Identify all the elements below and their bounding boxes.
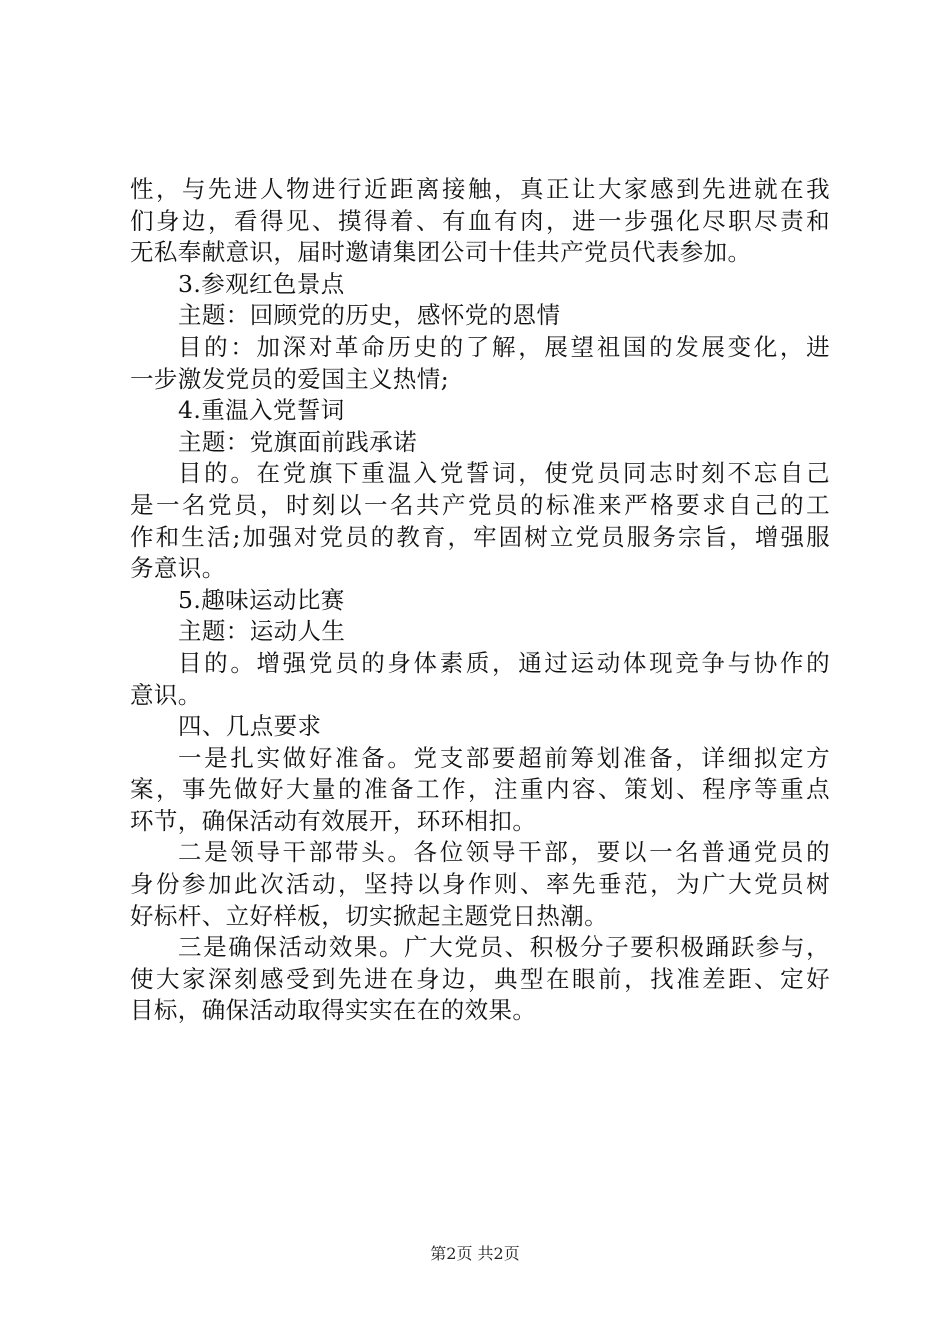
- section-heading: 四、几点要求: [178, 712, 322, 741]
- body-line: 一步激发党员的爱国主义热情;: [130, 364, 450, 393]
- body-line: 案，事先做好大量的准备工作，注重内容、策划、程序等重点: [130, 775, 830, 804]
- requirement-line: 三是确保活动效果。广大党员、积极分子要积极踊跃参与，: [178, 933, 830, 962]
- purpose-line: 目的。增强党员的身体素质，通过运动体现竞争与协作的: [178, 648, 830, 677]
- requirement-line: 二是领导干部带头。各位领导干部，要以一名普通党员的: [178, 838, 830, 867]
- body-line: 环节，确保活动有效展开，环环相扣。: [130, 806, 537, 835]
- body-line: 使大家深刻感受到先进在身边，典型在眼前，找准差距、定好: [130, 964, 830, 993]
- body-line: 是一名党员，时刻以一名共产党员的标准来严格要求自己的工: [130, 490, 830, 519]
- theme-line: 主题：运动人生: [178, 617, 346, 646]
- body-line: 务意识。: [130, 554, 226, 583]
- section-heading: 5.趣味运动比赛: [178, 585, 345, 614]
- section-heading: 3.参观红色景点: [178, 269, 345, 298]
- page-number-footer: 第2页 共2页: [430, 1244, 520, 1263]
- body-line: 作和生活;加强对党员的教育，牢固树立党员服务宗旨，增强服: [130, 522, 830, 551]
- theme-line: 主题：党旗面前践承诺: [178, 427, 417, 456]
- body-line: 无私奉献意识，届时邀请集团公司十佳共产党员代表参加。: [130, 238, 752, 267]
- purpose-line: 目的。在党旗下重温入党誓词，使党员同志时刻不忘自己: [178, 459, 830, 488]
- body-line: 们身边，看得见、摸得着、有血有肉，进一步强化尽职尽责和: [130, 206, 830, 235]
- document-body: [130, 174, 830, 1027]
- theme-line: 主题：回顾党的历史，感怀党的恩情: [178, 301, 561, 330]
- section-heading: 4.重温入党誓词: [178, 396, 345, 425]
- body-line: 性，与先进人物进行近距离接触，真正让大家感到先进就在我: [130, 175, 830, 203]
- purpose-line: 目的：加深对革命历史的了解，展望祖国的发展变化，进: [178, 332, 830, 361]
- body-line: 目标，确保活动取得实实在在的效果。: [130, 996, 537, 1025]
- requirement-line: 一是扎实做好准备。党支部要超前筹划准备，详细拟定方: [178, 743, 830, 772]
- body-line: 好标杆、立好样板，切实掀起主题党日热潮。: [130, 901, 608, 930]
- body-line: 意识。: [130, 680, 202, 709]
- body-line: 身份参加此次活动，坚持以身作则、率先垂范，为广大党员树: [130, 870, 830, 899]
